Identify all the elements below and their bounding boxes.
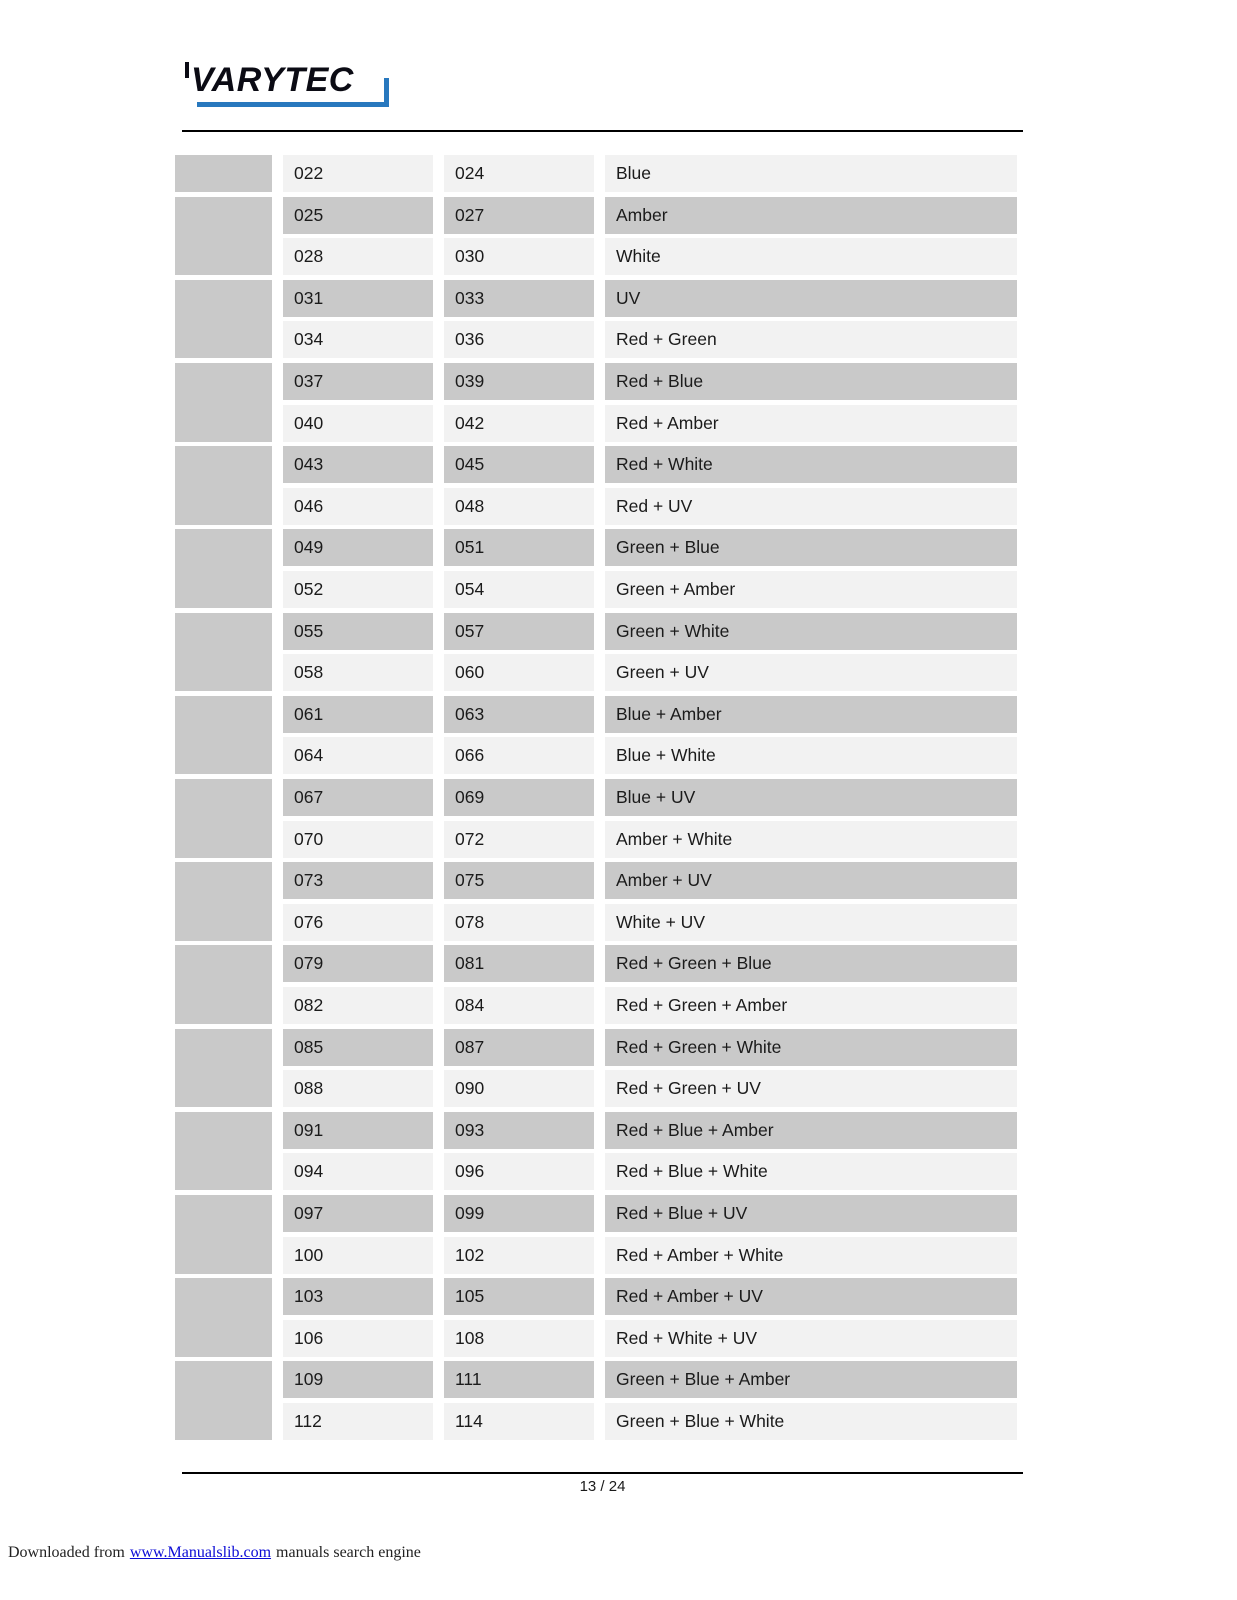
cell-end: 090 (444, 1070, 594, 1107)
table-row (175, 238, 1017, 280)
table-row (175, 1112, 1017, 1154)
cell-color: Green + White (605, 613, 1017, 650)
cell-start: 064 (283, 737, 433, 774)
cell-color: Red + UV (605, 488, 1017, 525)
cell-end: 024 (444, 155, 594, 192)
table-row (175, 862, 1017, 904)
cell-end: 108 (444, 1320, 594, 1357)
table-row (175, 405, 1017, 447)
cell-color: Red + Green + UV (605, 1070, 1017, 1107)
cell-end: 030 (444, 238, 594, 275)
cell-color: White + UV (605, 904, 1017, 941)
cell-color: White (605, 238, 1017, 275)
cell-color: Amber + White (605, 821, 1017, 858)
cell-end: 045 (444, 446, 594, 483)
cell-start: 055 (283, 613, 433, 650)
cell-color: Red + Green + Blue (605, 945, 1017, 982)
cell-color: Red + Blue + UV (605, 1195, 1017, 1232)
cell-end: 111 (444, 1361, 594, 1398)
cell-end: 036 (444, 321, 594, 358)
cell-color: Red + White (605, 446, 1017, 483)
cell-color: Red + Blue (605, 363, 1017, 400)
cell-start: 091 (283, 1112, 433, 1149)
watermark-prefix: Downloaded from (8, 1544, 125, 1561)
cell-end: 060 (444, 654, 594, 691)
cell-start: 100 (283, 1237, 433, 1274)
table-row (175, 488, 1017, 530)
table-row (175, 613, 1017, 655)
cell-end: 084 (444, 987, 594, 1024)
cell-start: 061 (283, 696, 433, 733)
cell-color: Green + Blue (605, 529, 1017, 566)
cell-start: 109 (283, 1361, 433, 1398)
cell-end: 078 (444, 904, 594, 941)
table-row (175, 1029, 1017, 1071)
table-row (175, 1403, 1017, 1445)
cell-start: 097 (283, 1195, 433, 1232)
cell-end: 093 (444, 1112, 594, 1149)
cell-end: 114 (444, 1403, 594, 1440)
cell-end: 048 (444, 488, 594, 525)
cell-end: 087 (444, 1029, 594, 1066)
cell-color: Green + Blue + Amber (605, 1361, 1017, 1398)
header-divider (182, 130, 1023, 132)
cell-start: 070 (283, 821, 433, 858)
cell-end: 066 (444, 737, 594, 774)
cell-start: 037 (283, 363, 433, 400)
page-number: 13 / 24 (579, 1478, 626, 1495)
cell-start: 052 (283, 571, 433, 608)
table-row (175, 363, 1017, 405)
cell-start: 034 (283, 321, 433, 358)
cell-start: 094 (283, 1153, 433, 1190)
table-row (175, 1237, 1017, 1279)
table-row (175, 280, 1017, 322)
cell-start: 076 (283, 904, 433, 941)
cell-color: UV (605, 280, 1017, 317)
cell-color: Blue (605, 155, 1017, 192)
logo-swoosh-underline (197, 102, 389, 107)
cell-end: 057 (444, 613, 594, 650)
table-row (175, 1153, 1017, 1195)
cell-end: 033 (444, 280, 594, 317)
dmx-color-table (175, 155, 1017, 1445)
cell-color: Amber (605, 197, 1017, 234)
table-row (175, 696, 1017, 738)
varytec-logo (185, 60, 385, 112)
cell-start: 082 (283, 987, 433, 1024)
cell-color: Blue + White (605, 737, 1017, 774)
cell-color: Green + Blue + White (605, 1403, 1017, 1440)
cell-end: 072 (444, 821, 594, 858)
cell-start: 067 (283, 779, 433, 816)
table-row (175, 945, 1017, 987)
table-row (175, 1195, 1017, 1237)
cell-end: 069 (444, 779, 594, 816)
table-row (175, 155, 1017, 197)
cell-end: 027 (444, 197, 594, 234)
cell-end: 039 (444, 363, 594, 400)
table-row (175, 654, 1017, 696)
table-row (175, 321, 1017, 363)
table-row (175, 1278, 1017, 1320)
cell-start: 085 (283, 1029, 433, 1066)
cell-start: 040 (283, 405, 433, 442)
cell-end: 081 (444, 945, 594, 982)
cell-end: 054 (444, 571, 594, 608)
cell-start: 112 (283, 1403, 433, 1440)
cell-start: 073 (283, 862, 433, 899)
cell-start: 043 (283, 446, 433, 483)
cell-start: 022 (283, 155, 433, 192)
watermark-suffix: manuals search engine (276, 1544, 421, 1561)
cell-start: 058 (283, 654, 433, 691)
cell-color: Blue + Amber (605, 696, 1017, 733)
cell-color: Red + Blue + White (605, 1153, 1017, 1190)
cell-color: Red + Amber + White (605, 1237, 1017, 1274)
cell-color: Amber + UV (605, 862, 1017, 899)
logo-text: VARYTEC (191, 61, 354, 99)
cell-end: 102 (444, 1237, 594, 1274)
cell-color: Red + Blue + Amber (605, 1112, 1017, 1149)
cell-start: 088 (283, 1070, 433, 1107)
manualslib-link[interactable]: www.Manualslib.com (129, 1544, 272, 1561)
cell-color: Red + Amber + UV (605, 1278, 1017, 1315)
cell-start: 031 (283, 280, 433, 317)
cell-end: 105 (444, 1278, 594, 1315)
cell-end: 051 (444, 529, 594, 566)
cell-color: Red + Amber (605, 405, 1017, 442)
cell-start: 103 (283, 1278, 433, 1315)
table-row (175, 571, 1017, 613)
cell-end: 096 (444, 1153, 594, 1190)
cell-end: 075 (444, 862, 594, 899)
table-row (175, 904, 1017, 946)
cell-end: 063 (444, 696, 594, 733)
cell-color: Green + UV (605, 654, 1017, 691)
cell-start: 028 (283, 238, 433, 275)
table-row (175, 737, 1017, 779)
table-row (175, 446, 1017, 488)
watermark (8, 1544, 421, 1562)
logo-tick (185, 62, 189, 78)
logo-swoosh-rightbar (384, 78, 389, 107)
table-row (175, 1361, 1017, 1403)
cell-color: Blue + UV (605, 779, 1017, 816)
cell-start: 049 (283, 529, 433, 566)
cell-start: 106 (283, 1320, 433, 1357)
cell-end: 099 (444, 1195, 594, 1232)
cell-color: Red + Green (605, 321, 1017, 358)
table-row (175, 779, 1017, 821)
cell-start: 079 (283, 945, 433, 982)
cell-end: 042 (444, 405, 594, 442)
cell-color: Red + White + UV (605, 1320, 1017, 1357)
table-row (175, 821, 1017, 863)
cell-color: Green + Amber (605, 571, 1017, 608)
table-row (175, 987, 1017, 1029)
footer-divider (182, 1472, 1023, 1474)
table-row (175, 197, 1017, 239)
cell-start: 025 (283, 197, 433, 234)
table-row (175, 1320, 1017, 1362)
cell-color: Red + Green + White (605, 1029, 1017, 1066)
table-row (175, 1070, 1017, 1112)
cell-color: Red + Green + Amber (605, 987, 1017, 1024)
cell-start: 046 (283, 488, 433, 525)
table-row (175, 529, 1017, 571)
